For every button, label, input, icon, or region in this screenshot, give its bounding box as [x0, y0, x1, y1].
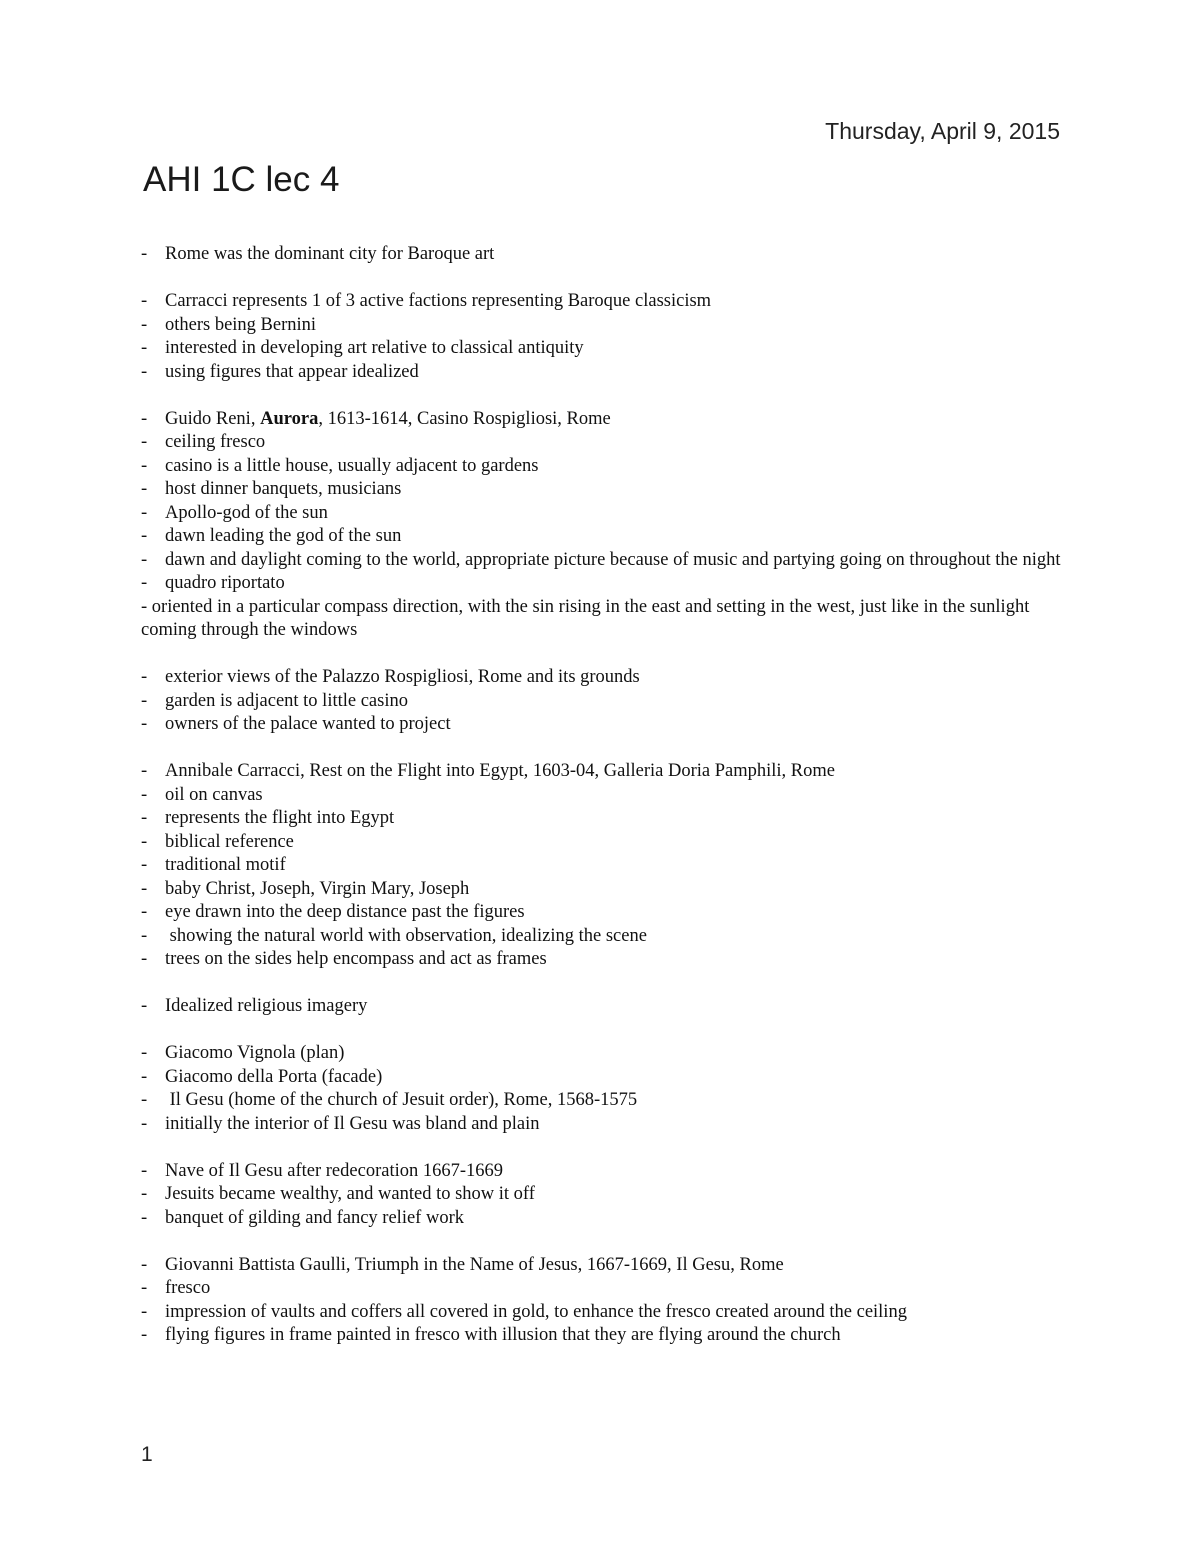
bullet-item: - banquet of gilding and fancy relief work [141, 1207, 464, 1228]
artwork-title-bold: Aurora [260, 408, 319, 429]
bullet-item: - biblical reference [141, 831, 294, 852]
bullet-item: - dawn leading the god of the sun [141, 526, 402, 546]
note-group-gaulli [141, 1254, 1061, 1348]
bullet-item: - baby Christ, Joseph, Virgin Mary, Joseph [141, 878, 470, 899]
bullet-item: - Giacomo Vignola (plan) [141, 1043, 345, 1063]
bullet-item: - traditional motif [141, 855, 286, 875]
bullet-item: - initially the interior of Il Gesu was bland and plain [141, 1113, 540, 1134]
lecture-notes [141, 243, 1061, 1371]
bullet-item: - Apollo-god of the sun [141, 502, 328, 523]
page-number: 1 [141, 1443, 153, 1466]
bullet-item: - interested in developing art relative to classical antiquity [141, 338, 584, 358]
plain-note-line: - oriented in a particular compass direction, with the sin rising in the east and setting in the west, just like in the sunlight coming through the windows [141, 596, 1030, 640]
bullet-item: - Guido Reni, Aurora, 1613-1614, Casino Rospigliosi, Rome [141, 408, 611, 429]
bullet-item: - exterior views of the Palazzo Rospigliosi, Rome and its grounds [141, 667, 640, 687]
bullet-item: - using figures that appear idealized [141, 361, 419, 382]
bullet-item: - Nave of Il Gesu after redecoration 1667-1669 [141, 1160, 504, 1181]
bullet-item: - host dinner banquets, musicians [141, 479, 402, 499]
document-date: Thursday, April 9, 2015 [825, 118, 1060, 144]
bullet-item: - Annibale Carracci, Rest on the Flight into Egypt, 1603-04, Galleria Doria Pamphili, Rome [141, 761, 835, 781]
bullet-item: - fresco [141, 1278, 211, 1298]
bullet-item: - oil on canvas [141, 784, 263, 805]
bullet-item: - Carracci represents 1 of 3 active factions representing Baroque classicism [141, 291, 712, 311]
bullet-item: - Giovanni Battista Gaulli, Triumph in the Name of Jesus, 1667-1669, Il Gesu, Rome [141, 1254, 784, 1275]
bullet-item: - impression of vaults and coffers all covered in gold, to enhance the fresco created around the ceiling [141, 1301, 907, 1322]
note-group-guido-reni [141, 408, 1061, 643]
bullet-item: - Giacomo della Porta (facade) [141, 1066, 383, 1087]
note-group-rome [141, 243, 1061, 267]
note-group-nave [141, 1160, 1061, 1231]
note-group-il-gesu [141, 1042, 1061, 1136]
document-title: AHI 1C lec 4 [143, 160, 340, 199]
bullet-item: - trees on the sides help encompass and act as frames [141, 949, 547, 969]
bullet-item: - others being Bernini [141, 314, 317, 335]
note-group-idealized [141, 995, 1061, 1019]
bullet-item: - eye drawn into the deep distance past the figures [141, 902, 525, 922]
bullet-item: - ceiling fresco [141, 432, 266, 452]
bullet-item: - Rome was the dominant city for Baroque art [141, 244, 495, 264]
bullet-item: - garden is adjacent to little casino [141, 690, 408, 711]
bullet-item: - Idealized religious imagery [141, 996, 368, 1016]
bullet-item: - dawn and daylight coming to the world, appropriate picture because of music and partying going on throughout the night [141, 549, 1061, 570]
bullet-item: - Il Gesu (home of the church of Jesuit order), Rome, 1568-1575 [141, 1090, 638, 1110]
bullet-item: - flying figures in frame painted in fresco with illusion that they are flying around the church [141, 1325, 841, 1345]
bullet-item: - casino is a little house, usually adjacent to gardens [141, 455, 539, 476]
bullet-item: - showing the natural world with observation, idealizing the scene [141, 925, 647, 946]
bullet-item: - represents the flight into Egypt [141, 808, 395, 828]
note-group-annibale-carracci [141, 760, 1061, 972]
note-group-palazzo [141, 666, 1061, 737]
bullet-item: - quadro riportato [141, 573, 285, 593]
bullet-item: - Jesuits became wealthy, and wanted to show it off [141, 1184, 535, 1204]
bullet-item: - owners of the palace wanted to project [141, 714, 451, 734]
note-group-carracci-factions [141, 290, 1061, 384]
